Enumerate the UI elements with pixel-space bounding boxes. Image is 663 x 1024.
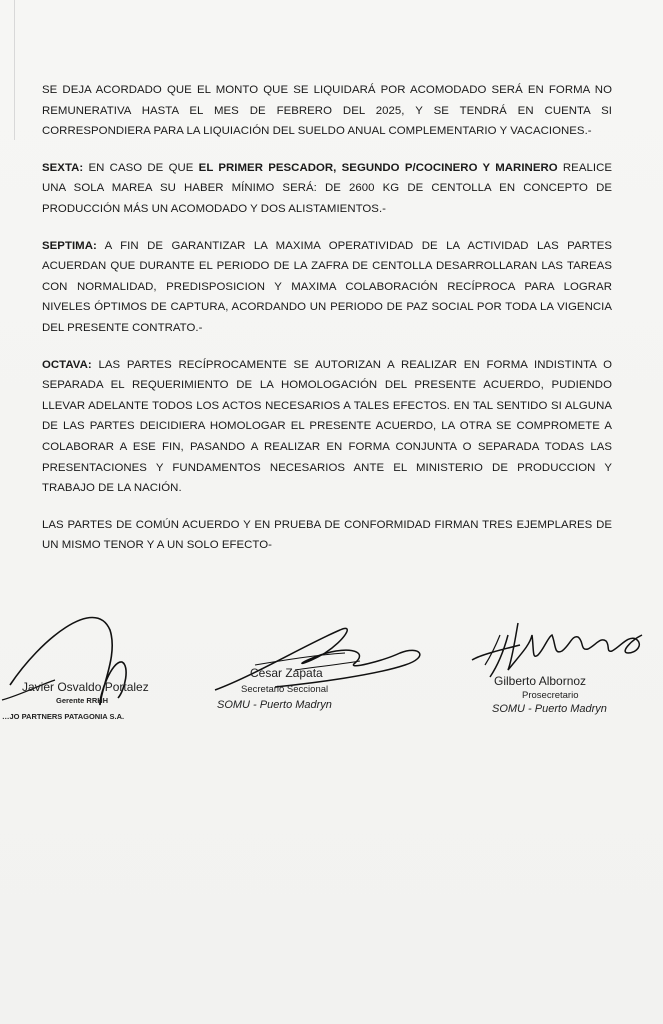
paragraph-acomodado-text: SE DEJA ACORDADO QUE EL MONTO QUE SE LIQUIDARÁ POR ACOMODADO SERÁ EN FORMA NO REMUNERATIVA HASTA EL MES DE FEBRERO DEL 2025, Y SE TENDRÁ EN CUENTA SI CORRESPONDIERA PARA LA LIQUIACIÓN DEL SUELDO ANUAL COMPLEMENTARIO Y VACACIONES.- <box>42 84 612 138</box>
closing-paragraph <box>42 515 612 556</box>
document-body <box>42 80 612 570</box>
clause-sexta-text-b: REALICE UNA SOLA MAREA SU HABER MÍNIMO SERÁ: DE 2600 KG DE CENTOLLA EN CONCEPTO DE PRODUCCIÓN MÁS UN ACOMODADO Y DOS ALISTAMIENTOS.- <box>42 161 613 215</box>
signatory-left-role: Gerente RRHH <box>56 696 109 705</box>
paragraph-acomodado <box>42 80 612 142</box>
signature-block-left <box>0 600 200 740</box>
clause-septima <box>42 236 612 339</box>
clause-octava-label: OCTAVA: <box>42 358 92 371</box>
clause-septima-label: SEPTIMA: <box>42 239 97 252</box>
clause-sexta <box>42 158 612 220</box>
signatory-right-org: SOMU - Puerto Madryn <box>492 703 607 715</box>
signatory-center-name: César Zapata <box>250 666 323 680</box>
clause-sexta-text-a: EN CASO DE QUE <box>83 161 199 174</box>
clause-octava <box>42 355 612 499</box>
clause-sexta-bold: EL PRIMER PESCADOR, SEGUNDO P/COCINERO Y MARINERO <box>198 161 558 174</box>
clause-octava-text: LAS PARTES RECÍPROCAMENTE SE AUTORIZAN A REALIZAR EN FORMA INDISTINTA O SEPARADA EL REQUERIMIENTO DE LA HOMOLOGACIÓN DEL PRESENTE ACUERDO, PUDIENDO LLEVAR ADELANTE TODOS LOS ACTOS NECESARIOS A TALES EFECTOS. EN TAL SENTIDO SI ALGUNA DE LAS PARTES DEICIDIERA HOMOLOGAR EL PRESENTE ACUERDO, LA OTRA SE COMPROMETE A COLABORAR A ESE FIN, PASANDO A REALIZAR EN FORMA CONJUNTA O SEPARADA TODAS LAS PRESENTACIONES Y FUNDAMENTOS NECESARIOS ANTE EL MINISTERIO DE PRODUCCION Y TRABAJO DE LA NACIÓN. <box>42 358 612 495</box>
signature-block-center <box>195 605 445 720</box>
clause-septima-text: A FIN DE GARANTIZAR LA MAXIMA OPERATIVIDAD DE LA ACTIVIDAD LAS PARTES ACUERDAN QUE DURANTE EL PERIODO DE LA ZAFRA DE CENTOLLA DESARROLLARAN LAS TAREAS CON NORMALIDAD, PREDISPOSICION Y MAXIMA COLABORACIÓN RECÍPROCA PARA LOGRAR NIVELES ÓPTIMOS DE CAPTURA, ACORDANDO UN PERIODO DE PAZ SOCIAL POR TODA LA VIGENCIA DEL PRESENTE CONTRATO.- <box>42 239 612 334</box>
signatory-center-role: Secretario Seccional <box>241 684 329 695</box>
signatory-center-org: SOMU - Puerto Madryn <box>217 699 332 711</box>
signatory-right-name: Gilberto Albornoz <box>494 674 587 688</box>
signatory-left-name: Javier Osvaldo Portalez <box>22 680 149 694</box>
page-fold-line <box>14 0 15 140</box>
signatory-right-role: Prosecretario <box>522 690 579 701</box>
closing-paragraph-text: LAS PARTES DE COMÚN ACUERDO Y EN PRUEBA DE CONFORMIDAD FIRMAN TRES EJEMPLARES DE UN MISMO TENOR Y A UN SOLO EFECTO- <box>42 518 612 552</box>
signatory-left-org: …JO PARTNERS PATAGONIA S.A. <box>2 712 125 721</box>
signature-block-right <box>460 605 660 720</box>
clause-sexta-label: SEXTA: <box>42 161 84 174</box>
